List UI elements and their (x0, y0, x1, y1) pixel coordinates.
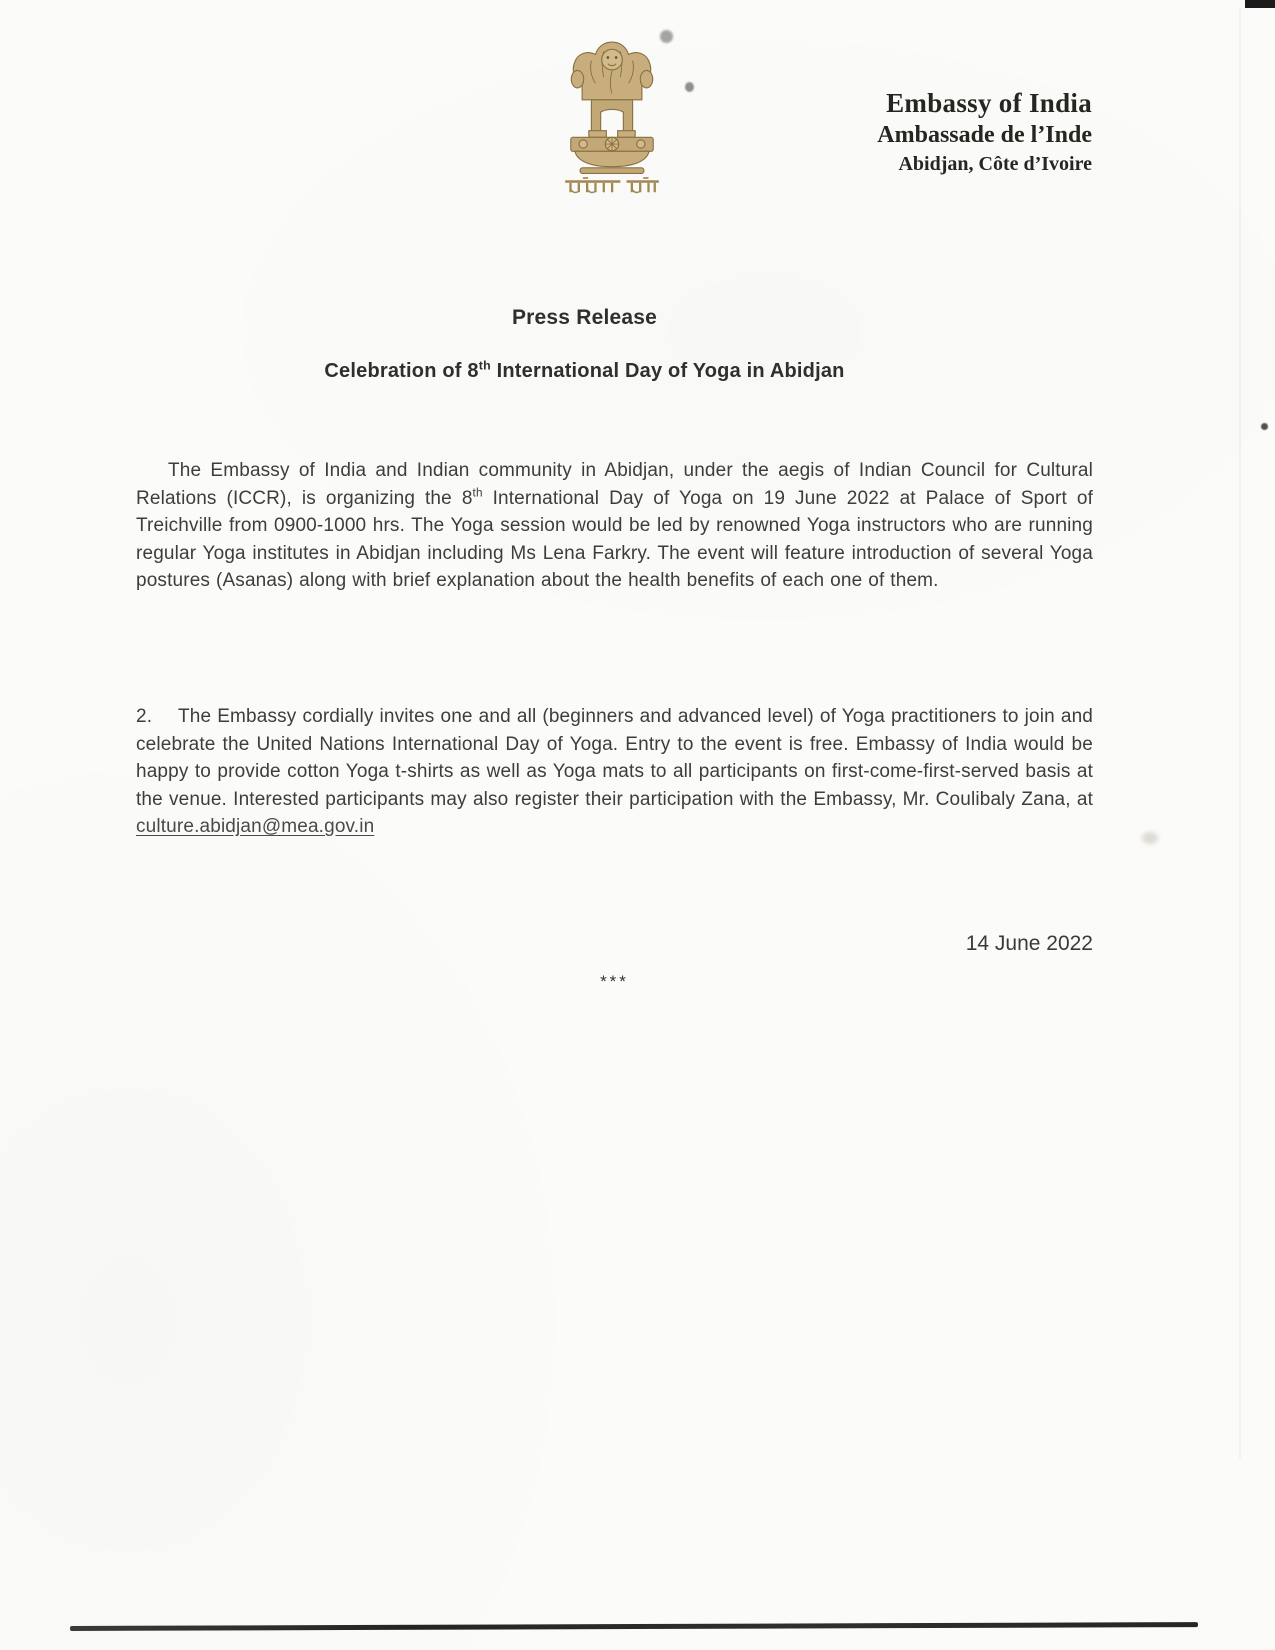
org-location: Abidjan, Côte d’Ivoire (898, 153, 1092, 175)
subtitle-prefix: Celebration of 8 (324, 360, 479, 382)
org-name-french: Ambassade de l’Inde (877, 122, 1092, 148)
footer-rule (70, 1622, 1198, 1631)
paragraph-2-text: The Embassy cordially invites one and all (beginners and advanced level) of Yoga practitioners to join and celebrate the United Nations International Day of Yoga. Entry to the event is free. Embassy of India would be happy to provide cotton Yoga t-shirts as well as Yoga mats to all participants on first-come-first-served basis at the venue. Interested participants may also register their participation with the Embassy, Mr. Coulibaly Zana, at (136, 706, 1093, 810)
press-release-title: Press Release (511, 306, 658, 329)
scan-speck (685, 82, 694, 92)
paragraph-2 (136, 703, 1093, 841)
scan-speck (1261, 423, 1268, 430)
scan-speck (660, 30, 673, 43)
paragraph-1-text-b: International Day of Yoga on 19 June 2022 at Palace of Sport of Treichville from 0900-1000 hrs. The Yoga session would be led by renowned Yoga instructors who are running regular Yoga institutes in Abidjan including Ms Lena Farkry. The event will feature introduction of several Yoga postures (Asanas) along with brief explanation about the health benefits of each one of them. (136, 487, 1093, 591)
paragraph-1-superscript: th (472, 486, 483, 500)
date-line: 14 June 2022 (965, 932, 1093, 955)
org-name-english: Embassy of India (886, 88, 1092, 118)
email-link[interactable]: culture.abidjan@mea.gov.in (136, 816, 375, 837)
scan-edge-line (1239, 8, 1241, 1458)
paragraph-1 (136, 457, 1093, 595)
india-emblem (558, 40, 666, 196)
scan-corner-mark (1245, 0, 1275, 8)
scan-speck (1142, 832, 1158, 844)
subtitle-superscript: th (478, 358, 491, 373)
document-subtitle (106, 360, 1063, 383)
subtitle-suffix: International Day of Yoga in Abidjan (490, 360, 845, 382)
letterhead (877, 86, 1092, 178)
satyameva-jayate-motto-icon (560, 176, 664, 196)
paragraph-2-number: 2. (136, 706, 153, 727)
ashoka-lion-capital-icon (560, 40, 664, 176)
paragraph-1-text-a: The Embassy of India and Indian community in Abidjan, under the aegis of Indian Council for Cultural Relations (ICCR), is organizing the 8 (136, 460, 1093, 509)
asterisk-separator: *** (600, 972, 629, 991)
